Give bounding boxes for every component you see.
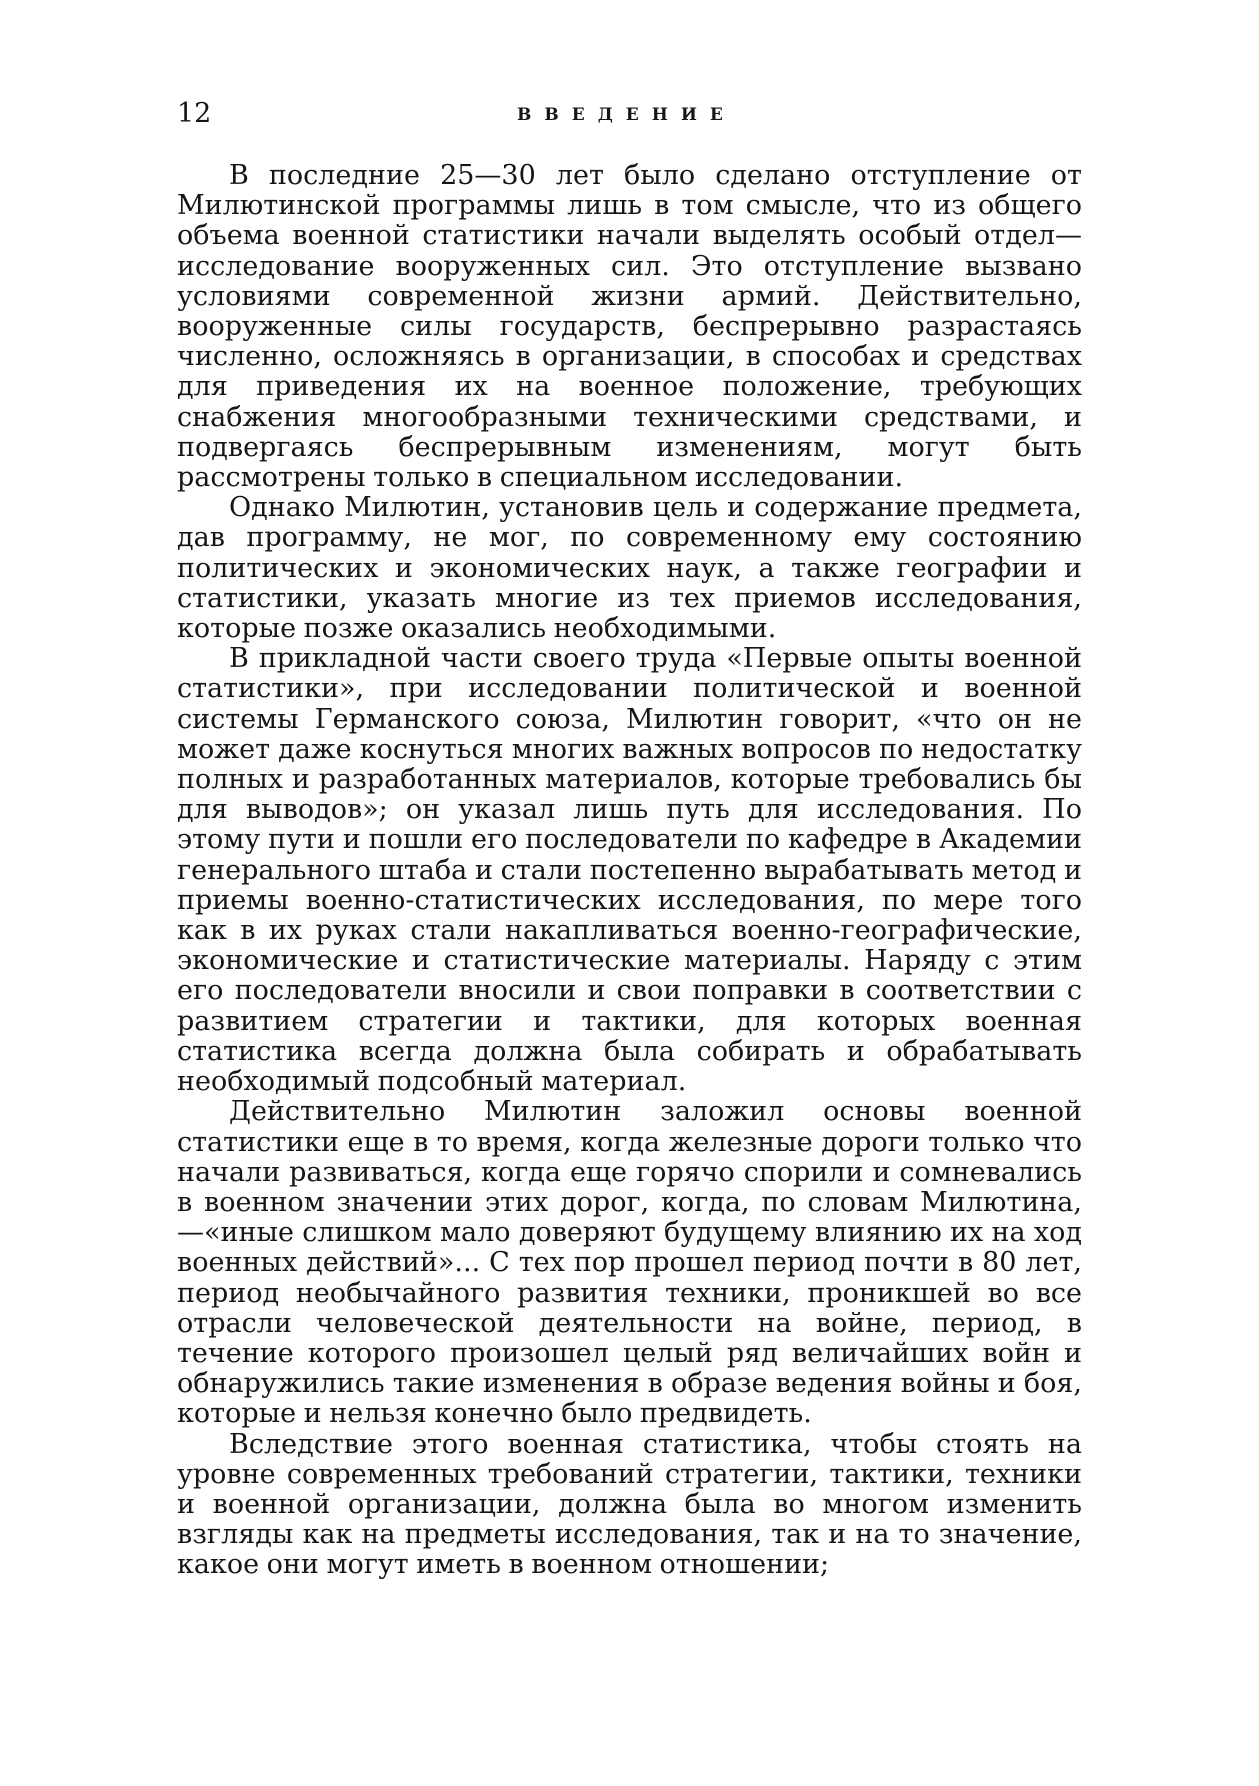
paragraph-5: Вследствие этого военная статистика, чтобы стоять на уровне современных требований стратегии, тактики, техники и военной организации, должна была во многом изменить взгляды как на предметы исследования, так и на то значение, какое они могут иметь в военном отношении; xyxy=(177,1428,1082,1581)
paragraph-4: Действительно Милютин заложил основы военной статистики еще в то время, когда железные дороги только что начали развиваться, когда еще горячо спорили и сомневались в военном значении этих дорог, когда, по словам Милютина,—«иные слишком мало доверяют будущему влиянию их на ход военных действий»... С тех пор прошел период почти в 80 лет, период необычайного развития техники, проникшей во все отрасли человеческой деятельности на войне, период, в течение которого произошел целый ряд величайших войн и обнаружились такие изменения в образе ведения войны и боя, которые и нельзя конечно было предвидеть. xyxy=(177,1096,1082,1430)
page-number: 12 xyxy=(177,98,212,129)
body-text xyxy=(177,161,1082,1581)
paragraph-2: Однако Милютин, установив цель и содержание предмета, дав программу, не мог, по современному ему состоянию политических и экономических наук, а также географии и статистики, указать многие из тех приемов исследования, которые позже оказались необходимыми. xyxy=(177,492,1082,645)
paragraph-1: В последние 25—30 лет было сделано отступление от Милютинской программы лишь в том смысле, что из общего объема военной статистики начали выделять особый отдел— исследование вооруженных сил. Это отступление вызвано условиями современной жизни армий. Действительно, вооруженные силы государств, беспрерывно разрастаясь численно, осложняясь в организации, в способах и средствах для приведения их на военное положение, требующих снабжения многообразными техническими средствами, и подвергаясь беспрерывным изменениям, могут быть рассмотрены только в специальном исследовании. xyxy=(177,160,1082,494)
page-header xyxy=(177,97,1077,137)
running-head: ВВЕДЕНИЕ xyxy=(517,105,736,125)
paragraph-3: В прикладной части своего труда «Первые опыты военной статистики», при исследовании политической и военной системы Германского союза, Милютин говорит, «что он не может даже коснуться многих важных вопросов по недостатку полных и разработанных материалов, которые требовались бы для выводов»; он указал лишь путь для исследования. По этому пути и пошли его последователи по кафедре в Академии генерального штаба и стали постепенно вырабатывать метод и приемы военно-статистических исследования, по мере того как в их руках стали накапливаться военно-географические, экономические и статистические материалы. Наряду с этим его последователи вносили и свои поправки в соответствии с развитием стратегии и тактики, для которых военная статистика всегда должна была собирать и обрабатывать необходимый подсобный материал. xyxy=(177,643,1082,1098)
